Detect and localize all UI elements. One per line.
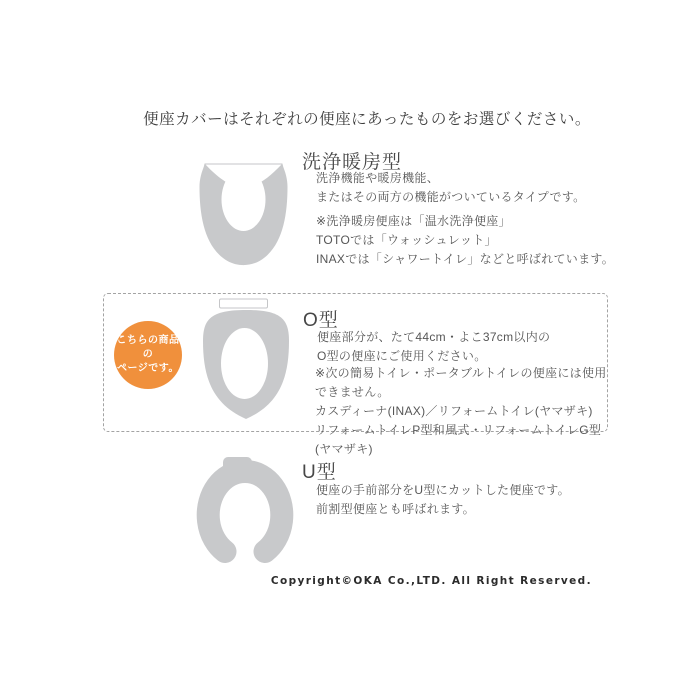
- description-line: またはその両方の機能がついているタイプです。: [316, 190, 586, 204]
- note-line: カスディーナ(INAX)／リフォームトイレ(ヤマザキ): [315, 404, 593, 418]
- description-line: 便座の手前部分をU型にカットした便座です。: [316, 483, 570, 497]
- o-type-highlight-box: [103, 293, 608, 456]
- washlet-description: [316, 169, 585, 207]
- section-title-u-type: U型: [302, 462, 337, 483]
- note-line: ※次の簡易トイレ・ポータブルトイレの便座には使用できません。: [315, 366, 607, 399]
- o-seat-icon: [199, 297, 293, 421]
- note-line: INAXでは「シャワートイレ」などと呼ばれています。: [316, 252, 615, 266]
- washlet-note: [316, 212, 614, 269]
- note-line: ※洗浄暖房便座は「温水洗浄便座」: [316, 214, 511, 228]
- description-line: 便座部分が、たて44cm・よこ37cm以内の: [317, 330, 551, 344]
- description-line: 洗浄機能や暖房機能、: [316, 171, 440, 185]
- u-seat-icon: [195, 455, 295, 570]
- page-title: 便座カバーはそれぞれの便座にあったものをお選びください。: [143, 111, 591, 128]
- section-title-washlet: 洗浄暖房型: [302, 152, 403, 173]
- badge-line: こちらの商品の: [116, 335, 180, 360]
- note-line: リフォームトイレP型和風式・リフォームトイレG型(ヤマザキ): [315, 423, 602, 456]
- o-type-description: [317, 328, 550, 366]
- copyright-text: Copyright©OKA Co.,LTD. All Right Reserved.: [270, 575, 592, 587]
- badge-line: ページです。: [117, 363, 179, 374]
- product-page-badge: [114, 321, 182, 389]
- o-type-note: [315, 364, 607, 459]
- section-title-o-type: O型: [303, 310, 339, 331]
- description-line: 前割型便座とも呼ばれます。: [316, 502, 475, 516]
- note-line: TOTOでは「ウォッシュレット」: [316, 233, 497, 247]
- washlet-seat-icon: [197, 151, 290, 267]
- description-line: O型の便座にご使用ください。: [317, 349, 487, 363]
- u-type-description: [316, 481, 570, 519]
